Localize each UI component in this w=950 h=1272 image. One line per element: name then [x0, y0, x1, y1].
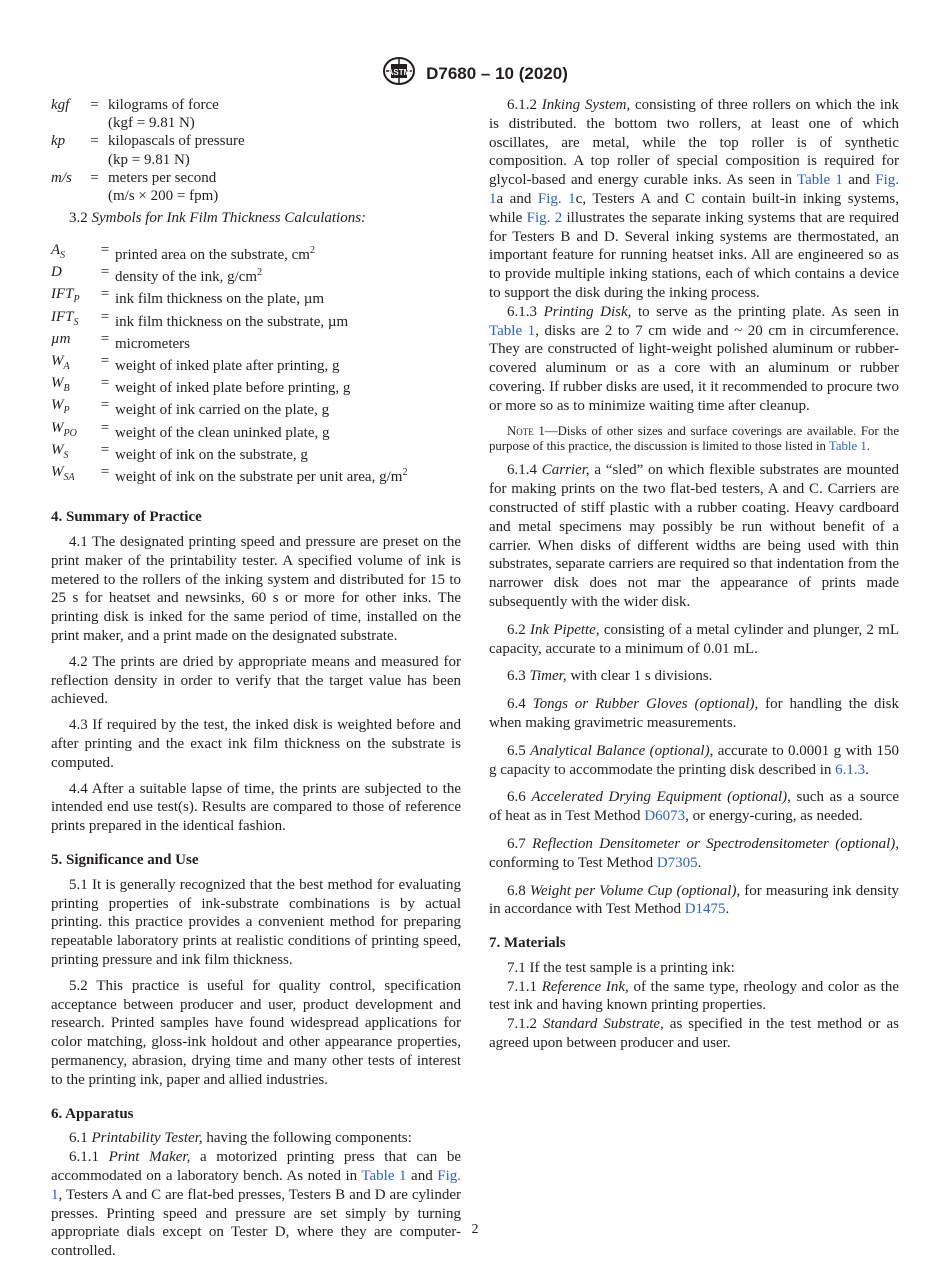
- section-3-2-heading: 3.2 Symbols for Ink Film Thickness Calculations:: [69, 210, 367, 227]
- section-6-heading: 6. Apparatus: [51, 1105, 134, 1122]
- symbol-row: $A_S$ = printed area on the substrate, $cm^2$: [51, 242, 315, 264]
- d7305-link[interactable]: D7305: [656, 854, 698, 871]
- paragraph-6-1-2: 6.1.2 Inking System, consisting of three rollers on which the ink is distributed. the bottom two rollers, at least one of which oscillates, are metal, while the top roller is of synthetic composition. A top roller of special composition is required for glycol-based and energy curable inks. As seen in Table 1 and Fig. 1a and Fig. 1c, Testers A and C contain built-in inking systems, while Fig. 2 illustrates the separate inking systems that are required for Testers B and D. Several inking systems are thermostated, an important feature for running heatset inks. All are engineered so as to provide multiple inking stations, each of which contains a device to support the disk during the inking process.: [489, 97, 900, 301]
- unit-row-kgf: kgf = kilograms of force: [51, 97, 219, 113]
- left-column: [51, 96, 461, 1261]
- page-number: 2: [471, 1222, 479, 1237]
- paragraph-4-3: 4.3 If required by the test, the inked disk is weighted before and after printing and the exact ink film thickness on the substrate is computed.: [51, 717, 461, 771]
- symbol-row: $W_{SA}$ = weight of ink on the substrate per unit area, $g/m^2$: [51, 464, 408, 486]
- symbol-row: µm = micrometers: [51, 330, 190, 352]
- symbols-definitions: [51, 242, 461, 486]
- paragraph-7-1: 7.1 If the test sample is a printing ink:: [507, 959, 735, 976]
- paragraph-7-1-2: 7.1.2 Standard Substrate, as specified in the test method or as agreed upon between producer and user.: [489, 1016, 899, 1052]
- paragraph-4-2: 4.2 The prints are dried by appropriate means and measured for reflection density in order to verify that the target value has been achieved.: [51, 653, 461, 708]
- paragraph-6-1-1-continued: , Testers A and C are flat-bed presses, Testers B and D are cylinder presses. Printing speed and pressure are set simply by turning appropriate dials except on Tester D, where they are computer-controlled.: [51, 1186, 461, 1260]
- paragraph-4-4: 4.4 After a suitable lapse of time, the prints are subjected to the intended end use test(s). Results are compared to those of reference prints prepared in the identical fashion.: [51, 780, 461, 835]
- fig-2-link[interactable]: Fig. 2: [526, 209, 563, 226]
- symbol-row: $IFT_S$ = ink film thickness on the substrate, µm: [51, 308, 349, 330]
- symbol-row: $W_S$ = weight of ink on the substrate, g: [51, 441, 308, 463]
- units-definitions: kgf = kilograms of force (kgf = 9.81 N) kp = kilopascals of pressure (kp = 9.81 N) m/s = meters per second (m/s × 200 = fpm): [51, 96, 461, 205]
- paragraph-5-2: 5.2 This practice is useful for quality control, specification acceptance between producer and user, product development and research. Printed samples have found widespread applications for color matching, gloss-ink holdout and other appearance properties, permanency, abrasion, drying time and many other tests of interest to the printing ink, paper and allied industries.: [51, 977, 461, 1088]
- table-1-link[interactable]: Table 1: [797, 172, 843, 189]
- paragraph-6-4: 6.4 Tongs or Rubber Gloves (optional), for handling the disk when making gravimetric measurements.: [489, 696, 899, 731]
- fig-1c-link[interactable]: Fig. 1: [537, 190, 576, 207]
- section-6-1-3-link[interactable]: 6.1.3: [835, 761, 866, 778]
- right-column: [489, 96, 899, 1053]
- table-1-link[interactable]: Table 1: [489, 322, 536, 339]
- paragraph-6-8: 6.8 Weight per Volume Cup (optional), for measuring ink density in accordance with Test Method D1475.: [489, 882, 900, 918]
- fig-1-link[interactable]: Fig. 1: [51, 1167, 462, 1203]
- symbol-row: $IFT_P$ = ink film thickness on the plate, µm: [51, 286, 325, 308]
- symbol-row: $W_P$ = weight of ink carried on the plate, g: [51, 397, 330, 419]
- fig-1a-link[interactable]: Fig. 1: [489, 172, 899, 207]
- paragraph-6-1-3: 6.1.3 Printing Disk, to serve as the printing plate. As seen in Table 1, disks are 2 to 7 cm wide and ~ 20 cm in circumference. They are constructed of light-weight polished aluminum or rubber-covered aluminum or as a core with an aluminum or rubber covering. If rubber disks are used, it it recommended to procure two or more so as to minimize waiting time after cleanup.: [489, 303, 900, 414]
- section-7-heading: 7. Materials: [489, 935, 566, 952]
- paragraph-6-6: 6.6 Accelerated Drying Equipment (optional), such as a source of heat as in Test Method D6073, or energy-curing, as needed.: [489, 789, 900, 825]
- section-4-heading: 4. Summary of Practice: [51, 509, 202, 526]
- symbol-row: $W_{PO}$ = weight of the clean uninked plate, g: [51, 419, 330, 441]
- paragraph-6-1-1: 6.1.1 Print Maker, a motorized printing press that can be accommodated on a laboratory bench. As noted in Table 1 and Fig. 1, Testers A and C are flat-bed presses, Testers B and D are cylinder presses. Printing speed and pressure are set simply by turning appropriate dials except on Tester D, where they are computer-controlled.: [51, 1149, 462, 1260]
- paragraph-6-3: 6.3 Timer, with clear 1 s divisions.: [507, 668, 713, 685]
- d1475-link[interactable]: D1475: [684, 901, 726, 918]
- page-header: [0, 56, 950, 91]
- paragraph-6-1: 6.1 Printability Tester, having the following components:: [69, 1130, 412, 1147]
- paragraph-6-1-4: 6.1.4 Carrier, a “sled” on which flexible substrates are mounted for making prints on the two flat-bed testers, A and C. Carriers are constructed of stiff plastic with a rubber coating. Heavy cardboard and metal specimens may possibly be run without benefit of a carrier. When disks of different widths are being used with thin substrates, separate carriers are required so that indentation from the narrower disk does not mar the appearance of prints made subsequently with the wider disk.: [489, 462, 900, 610]
- table-1-link[interactable]: Table 1: [361, 1167, 407, 1184]
- paragraph-5-1: 5.1 It is generally recognized that the best method for evaluating printing properties of ink-substrate combinations is by actual printing. this practice provides a convenient method for preparing repeatable laboratory prints at realistic conditions of printing speed, printing pressure and ink film thickness.: [51, 876, 461, 968]
- symbol-row: $W_A$ = weight of inked plate after printing, g: [51, 353, 340, 375]
- section-5-heading: 5. Significance and Use: [51, 852, 199, 868]
- unit-row-ms: m/s = meters per second: [51, 169, 217, 186]
- paragraph-6-7: 6.7 Reflection Densitometer or Spectrodensitometer (optional), conforming to Test Method D7305.: [489, 835, 899, 871]
- paragraph-7-1-1: 7.1.1 Reference Ink, of the same type, rheology and color as the test ink and having known printing properties.: [489, 978, 899, 1014]
- document-title: D7680 – 10 (2020): [426, 63, 568, 83]
- symbol-row: $W_B$ = weight of inked plate before printing, g: [51, 375, 351, 397]
- symbol-row: D = density of the ink, $g/cm^2$: [51, 264, 263, 286]
- table-1-link[interactable]: Table 1: [828, 438, 867, 453]
- unit-row-kp: kp = kilopascals of pressure: [51, 133, 245, 150]
- paragraph-6-2: 6.2 Ink Pipette, consisting of a metal cylinder and plunger, 2 mL capacity, accurate to a minimum of 0.01 mL.: [489, 621, 900, 657]
- note-1: Note 1—Disks of other sizes and surface coverings are available. For the purpose of this practice, the discussion is limited to those listed in Table 1.: [489, 423, 899, 453]
- paragraph-4-1: 4.1 The designated printing speed and pressure are preset on the print maker of the printability tester. A specified volume of ink is metered to the rollers of the inking system and distributed for 15 to 25 s for heatset and newsinks, 60 s or more for other inks. The printing disk is inked for the same period of time, installed on the print maker, and a print made on the designated substrate.: [51, 534, 461, 645]
- astm-logo-icon: [382, 56, 416, 91]
- d6073-link[interactable]: D6073: [644, 808, 686, 825]
- svg-text:ASTM: ASTM: [387, 68, 411, 77]
- paragraph-6-5: 6.5 Analytical Balance (optional), accurate to 0.0001 g with 150 g capacity to accommodate the printing disk described in 6.1.3.: [489, 742, 900, 778]
